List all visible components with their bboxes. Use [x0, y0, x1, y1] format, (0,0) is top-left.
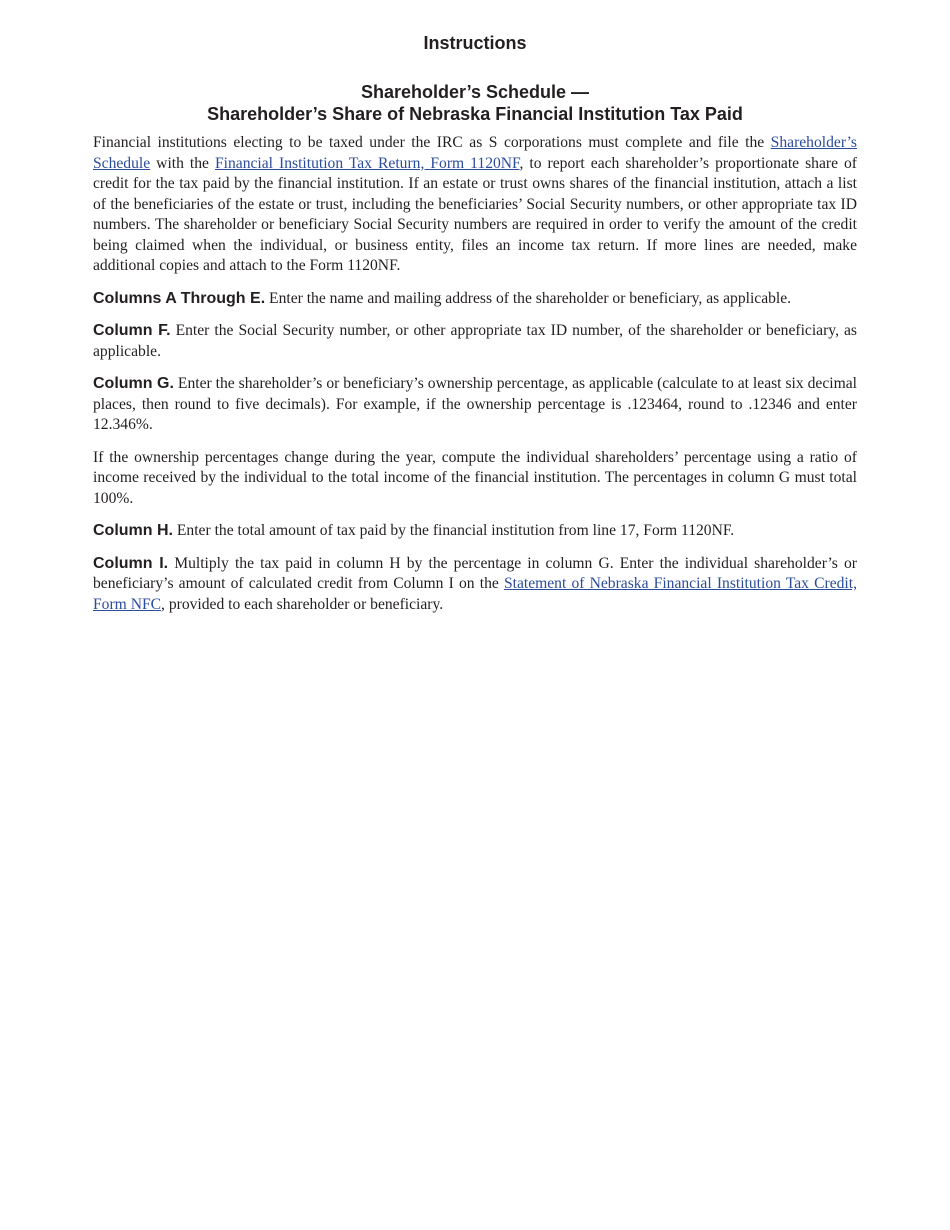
- column-f-paragraph: [93, 321, 857, 362]
- column-i-text-1: Multiply the tax paid in column H by the percentage in column G. Enter the individual shareholder’s or beneficiary’s amount of calculated credit from Column I on the: [93, 554, 857, 592]
- schedule-title-line1: Shareholder’s Schedule —: [360, 82, 590, 102]
- instructions-heading: Instructions: [423, 33, 527, 53]
- column-i-paragraph: [93, 554, 857, 616]
- column-i-text-2: , provided to each shareholder or beneficiary.: [161, 595, 444, 613]
- form-nfc-link[interactable]: Statement of Nebraska Financial Institution Tax Credit, Form NFC: [93, 575, 858, 613]
- columns-a-e-text: Enter the name and mailing address of the shareholder or beneficiary, as applicable.: [265, 289, 792, 307]
- column-h-lead: Column H.: [93, 522, 173, 539]
- schedule-title-line2: Shareholder’s Share of Nebraska Financial Institution Tax Paid: [207, 104, 743, 124]
- ownership-change-paragraph: If the ownership percentages change during the year, compute the individual shareholders’ percentage using a ratio of income received by the individual to the total income of the financial institution. The percentages in column G must total 100%.: [93, 448, 857, 507]
- intro-text-2: with the: [150, 154, 215, 172]
- column-f-text: Enter the Social Security number, or other appropriate tax ID number, of the shareholder or beneficiary, as applicable.: [93, 322, 857, 360]
- intro-paragraph: [93, 133, 857, 277]
- intro-text-3: , to report each shareholder’s proportionate share of credit for the tax paid by the financial institution. If an estate or trust owns shares of the financial institution, attach a list of the beneficiaries of the estate or trust, including the beneficiaries’ Social Security numbers, or other appropriate tax ID numbers. The shareholder or beneficiary Social Security numbers are required in order to verify the amount of the credit being claimed when the individual, or business entity, files an income tax return. If more lines are needed, make additional copies and attach to the Form 1120NF.: [93, 154, 857, 274]
- columns-a-e-paragraph: [93, 289, 857, 310]
- intro-text-1: Financial institutions electing to be taxed under the IRC as S corporations must complete and file the: [93, 134, 771, 151]
- shareholders-schedule-link[interactable]: Shareholder’s Schedule: [93, 134, 857, 172]
- column-f-lead: Column F.: [93, 322, 171, 339]
- column-g-lead: Column G.: [93, 375, 174, 392]
- column-h-text: Enter the total amount of tax paid by the financial institution from line 17, Form 1120NF.: [173, 522, 735, 539]
- schedule-title: [93, 81, 857, 125]
- columns-a-e-lead: Columns A Through E.: [93, 289, 266, 307]
- form-1120nf-link[interactable]: Financial Institution Tax Return, Form 1120NF: [214, 154, 520, 172]
- column-g-paragraph: [93, 374, 857, 436]
- column-i-lead: Column I.: [93, 554, 169, 572]
- column-g-text: Enter the shareholder’s or beneficiary’s ownership percentage, as applicable (calculate to at least six decimal places, then round to five decimals). For example, if the ownership percentage is .123464, round to .12346 and enter 12.346%.: [93, 375, 857, 433]
- instructions-page: [93, 30, 857, 627]
- column-h-paragraph: [93, 521, 857, 542]
